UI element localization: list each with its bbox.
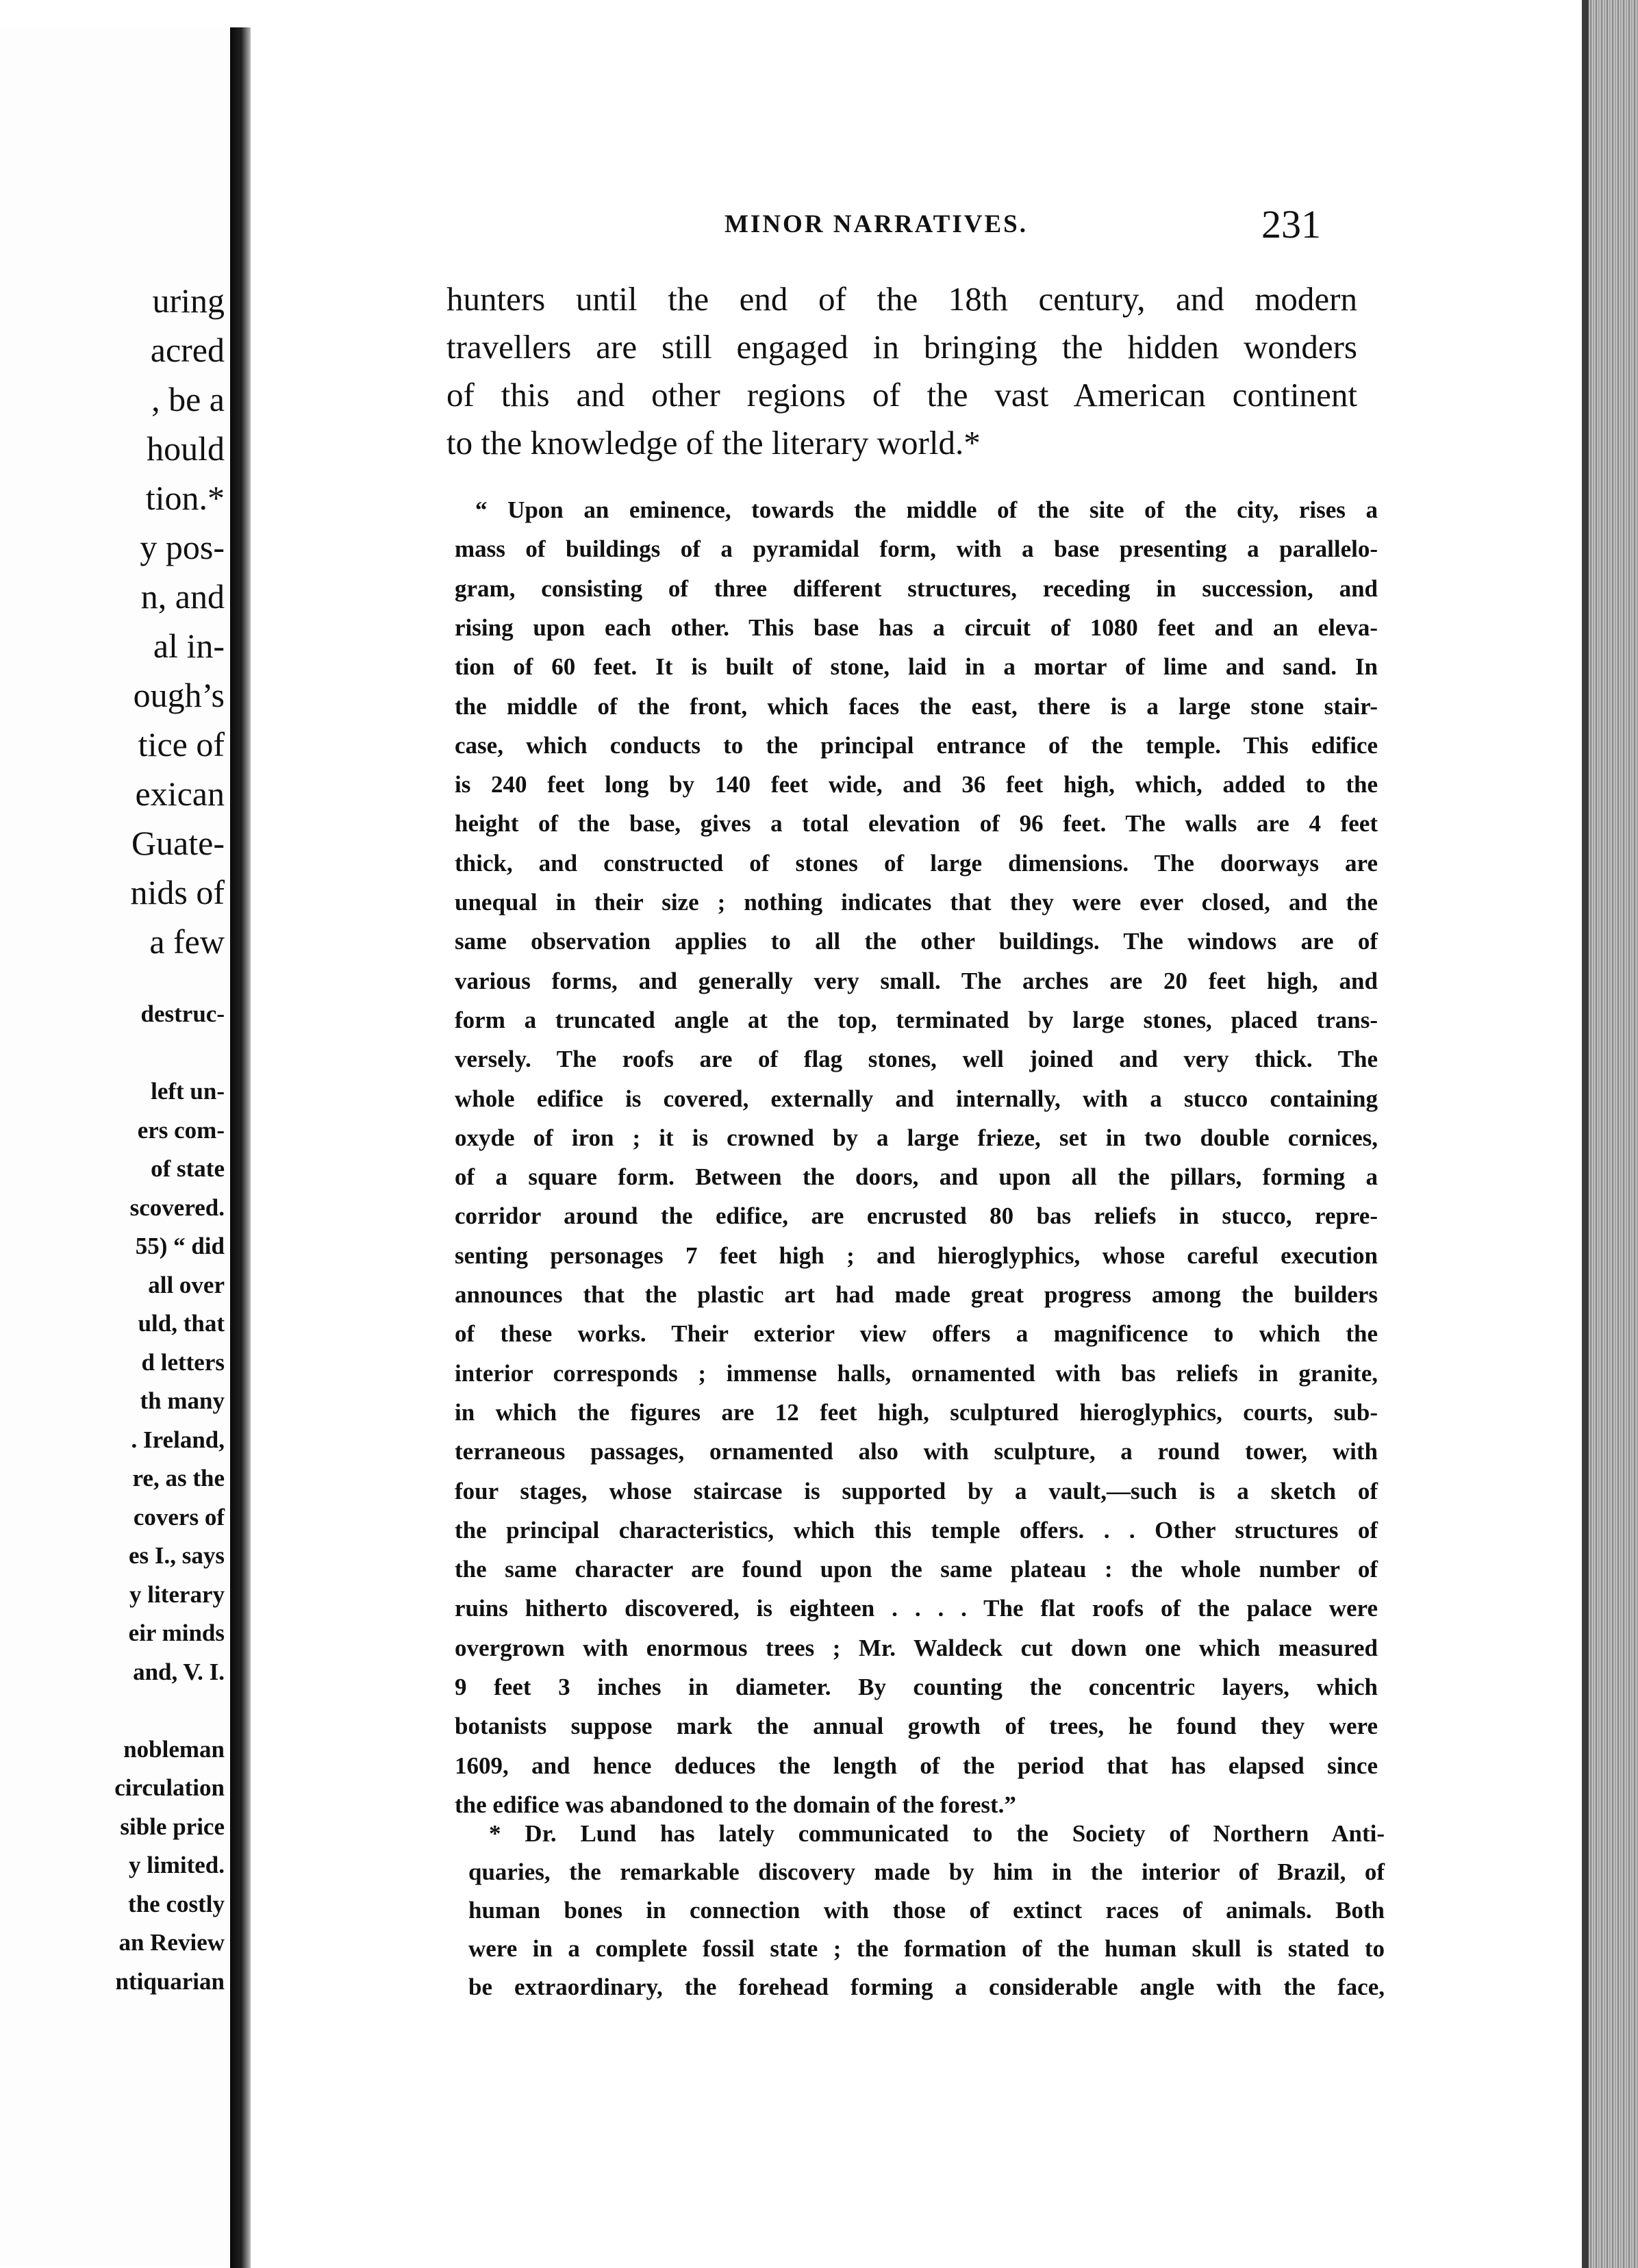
fragment-line: hould [147,429,225,468]
fragment-line: 55) “ did [135,1233,225,1259]
fragment-line: y limited. [129,1852,225,1878]
fragment-line: y pos- [140,528,225,566]
fragment-line: all over [148,1271,225,1298]
fragment-line: n, and [140,577,225,616]
text-line: oxyde of iron ; it is crowned by a large frieze, set in two double cornices, [455,1124,1378,1151]
fragment-line: . Ireland, [131,1426,225,1453]
fragment-line: a few [149,922,225,961]
text-line: in which the figures are 12 feet high, sculptured hieroglyphics, courts, sub- [455,1398,1378,1426]
fragment-line: exican [135,774,225,813]
text-line: gram, consisting of three different structures, receding in succession, and [455,575,1378,602]
fragment-line: ntiquarian [115,1967,225,1995]
text-line: botanists suppose mark the annual growth of trees, he found they were [455,1713,1378,1740]
running-head: MINOR NARRATIVES. [724,210,1028,238]
text-line: height of the base, gives a total elevation of 96 feet. The walls are 4 feet [455,810,1378,837]
fragment-line: Guate- [131,824,225,862]
text-line: versely. The roofs are of flag stones, well joined and very thick. The [455,1046,1378,1073]
text-line: ruins hitherto discovered, is eighteen . . . . The flat roofs of the palace were [455,1595,1378,1622]
text-line: 1609, and hence deduces the length of the period that has elapsed since [455,1752,1378,1779]
fragment-line: an Review [118,1929,225,1956]
text-line: of these works. Their exterior view offers a magnificence to which the [455,1320,1378,1348]
fragment-line: covers of [133,1503,225,1530]
text-line: announces that the plastic art had made great progress among the builders [455,1281,1378,1308]
text-line: the middle of the front, which faces the east, there is a large stone stair- [455,692,1378,720]
text-line: the principal characteristics, which this temple offers. . . Other structures of [455,1516,1378,1544]
fragment-line: tion.* [145,479,225,517]
text-line: of this and other regions of the vast American continent [446,376,1357,414]
text-line: form a truncated angle at the top, terminated by large stones, placed trans- [455,1006,1378,1033]
text-line: unequal in their size ; nothing indicates that they were ever closed, and the [455,889,1378,916]
fragment-line: tice of [138,725,225,764]
facing-page-fragment [0,27,230,2267]
fragment-line: uring [152,281,225,320]
text-line: * Dr. Lund has lately communicated to the Society of Northern Anti- [489,1820,1385,1847]
text-line: human bones in connection with those of extinct races of animals. Both [468,1897,1385,1924]
fragment-line: al in- [153,627,225,665]
fragment-line: the costly [128,1890,225,1917]
text-line: overgrown with enormous trees ; Mr. Waldeck cut down one which measured [455,1634,1378,1661]
text-line: to the knowledge of the literary world.* [446,424,981,462]
text-line: the edifice was abandoned to the domain of the forest.” [455,1791,1016,1818]
fragment-line: sible price [120,1813,225,1840]
text-line: interior corresponds ; immense halls, ornamented with bas reliefs in granite, [455,1359,1378,1387]
fragment-line: ers com- [137,1116,225,1144]
fragment-line: and, V. I. [133,1658,225,1685]
fragment-line: of state [151,1155,225,1182]
fragment-line: left un- [151,1078,225,1105]
fragment-line: nobleman [123,1735,225,1763]
text-line: hunters until the end of the 18th century, and modern [446,280,1357,318]
fragment-line: th many [140,1387,225,1414]
text-line: were in a complete fossil state ; the formation of the human skull is stated to [468,1935,1385,1962]
fragment-line: uld, that [138,1310,225,1337]
text-line: 9 feet 3 inches in diameter. By counting the concentric layers, which [455,1674,1378,1700]
text-line: tion of 60 feet. It is built of stone, laid in a mortar of lime and sand. In [455,653,1378,681]
book-gutter [230,27,251,2268]
text-line: of a square form. Between the doors, and upon all the pillars, forming a [455,1163,1378,1191]
fragment-line: es I., says [128,1542,225,1569]
text-line: corridor around the edifice, are encrusted 80 bas reliefs in stucco, repre- [455,1202,1378,1230]
page-edges [1587,0,1638,2268]
text-line: thick, and constructed of stones of large dimensions. The doorways are [455,849,1378,877]
text-line: terraneous passages, ornamented also with sculpture, a round tower, with [455,1438,1378,1465]
text-line: senting personages 7 feet high ; and hieroglyphics, whose careful execution [455,1242,1378,1269]
fragment-line: circulation [114,1774,225,1801]
fragment-line: d letters [141,1348,225,1376]
fragment-line: acred [150,331,225,369]
fragment-line: eir minds [128,1620,225,1646]
text-line: whole edifice is covered, externally and internally, with a stucco containing [455,1085,1378,1112]
text-line: travellers are still engaged in bringing the hidden wonders [446,328,1357,366]
text-line: mass of buildings of a pyramidal form, with a base presenting a parallelo- [455,536,1378,563]
page-number: 231 [1261,202,1321,247]
text-line: various forms, and generally very small. The arches are 20 feet high, and [455,967,1378,994]
fragment-line: , be a [151,380,225,418]
scan-top-edge [0,0,1638,29]
fragment-line: scovered. [129,1194,225,1221]
fragment-line: re, as the [132,1465,225,1491]
text-line: “ Upon an eminence, towards the middle of the site of the city, rises a [475,496,1378,523]
text-line: case, which conducts to the principal entrance of the temple. This edifice [455,731,1378,759]
fragment-line: ough’s [133,676,225,714]
fragment-line: y literary [129,1580,225,1608]
text-line: quaries, the remarkable discovery made by him in the interior of Brazil, of [468,1859,1385,1885]
text-line: same observation applies to all the other buildings. The windows are of [455,928,1378,955]
text-line: the same character are found upon the same plateau : the whole number of [455,1556,1378,1583]
fragment-line: nids of [130,873,225,911]
fragment-line: destruc- [140,1000,225,1027]
text-line: be extraordinary, the forehead forming a considerable angle with the face, [468,1974,1385,2000]
page-edge-shadow [1582,0,1589,2268]
text-line: is 240 feet long by 140 feet wide, and 36 feet high, which, added to the [455,771,1378,798]
text-line: four stages, whose staircase is supported by a vault,—such is a sketch of [455,1477,1378,1504]
text-line: rising upon each other. This base has a circuit of 1080 feet and an eleva- [455,614,1378,641]
